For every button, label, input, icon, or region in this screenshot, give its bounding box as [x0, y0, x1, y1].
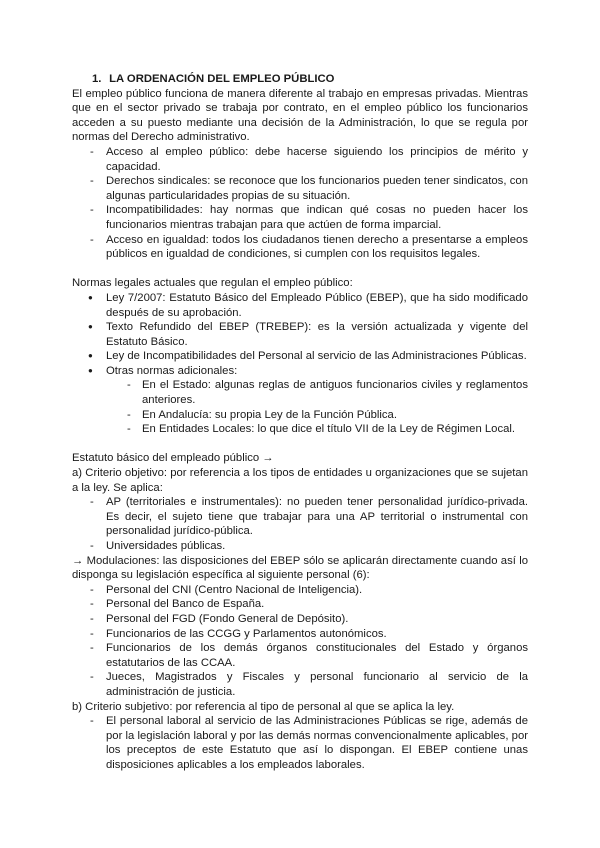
heading-number: 1. [92, 73, 102, 85]
normas-title: Normas legales actuales que regulan el empleo público: [72, 277, 353, 290]
intro-paragraph: El empleo público funciona de manera diferente al trabajo en empresas privadas. Mientras que en el sector privado se trabaja por contrato, en el empleo público los funcionarios acceden a su puesto mediante una decisión de la Administración, lo que se regula por normas del Derecho administrativo. [72, 87, 528, 144]
list-item: - Acceso al empleo público: debe hacerse siguiendo los principios de mérito y capacidad. [72, 145, 528, 174]
estatuto-title: Estatuto básico del empleado público → [72, 452, 274, 465]
list-item: - Jueces, Magistrados y Fiscales y personal funcionario al servicio de la administración de justicia. [72, 670, 528, 699]
criterio-b-list [72, 714, 528, 772]
list-item: - En el Estado: algunas reglas de antiguos funcionarios civiles y reglamentos anteriores. [72, 378, 528, 407]
list-item: ● Ley 7/2007: Estatuto Básico del Empleado Público (EBEP), que ha sido modificado después de su aprobación. [72, 291, 528, 320]
normas-list [72, 291, 528, 379]
list-item: - Acceso en igualdad: todos los ciudadanos tienen derecho a presentarse a empleos públicos en igualdad de condiciones, si cumplen con los requisitos legales. [72, 233, 528, 262]
normas-sub-list [72, 378, 528, 436]
criterio-subjetivo: b) Criterio subjetivo: por referencia al tipo de personal al que se aplica la ley. [72, 700, 455, 713]
list-item: - AP (territoriales e instrumentales): no pueden tener personalidad jurídico-privada. Es decir, el sujeto tiene que trabajar para una AP territorial o instrumental con personalidad jurídico-pública. [72, 495, 528, 539]
list-item: - Derechos sindicales: se reconoce que los funcionarios pueden tener sindicatos, con algunas particularidades propias de su situación. [72, 174, 528, 203]
section-heading [92, 72, 528, 87]
list-item: ● Texto Refundido del EBEP (TREBEP): es la versión actualizada y vigente del Estatuto Básico. [72, 320, 528, 349]
criterio-a-list [72, 495, 528, 553]
list-item: - Funcionarios de los demás órganos constitucionales del Estado y órganos estatutarios de las CCAA. [72, 641, 528, 670]
list-item: - Personal del Banco de España. [72, 597, 528, 612]
list-item: - En Andalucía: su propia Ley de la Función Pública. [72, 408, 528, 423]
list-item: - Funcionarios de las CCGG y Parlamentos autonómicos. [72, 627, 528, 642]
list-item: - Incompatibilidades: hay normas que indican qué cosas no pueden hacer los funcionarios mientras trabajan para que actúen de forma imparcial. [72, 203, 528, 232]
list-item: - Personal del CNI (Centro Nacional de Inteligencia). [72, 583, 528, 598]
list-item: - En Entidades Locales: lo que dice el título VII de la Ley de Régimen Local. [72, 422, 528, 437]
list-item: - Universidades públicas. [72, 539, 528, 554]
list-item: ● Otras normas adicionales: [72, 364, 528, 379]
intro-list [72, 145, 528, 262]
modulaciones-list [72, 583, 528, 700]
modulaciones-paragraph: → Modulaciones: las disposiciones del EBEP sólo se aplicarán directamente cuando así lo disponga su legislación específica al siguiente personal (6): [72, 554, 528, 582]
list-item: ● Ley de Incompatibilidades del Personal al servicio de las Administraciones Públicas. [72, 349, 528, 364]
criterio-objetivo: a) Criterio objetivo: por referencia a los tipos de entidades u organizaciones que se sujetan a la ley. Se aplica: [72, 467, 528, 494]
list-item: - El personal laboral al servicio de las Administraciones Públicas se rige, además de por la legislación laboral y por las demás normas convencionalmente aplicables, por los preceptos de este Estatuto que así lo dispongan. El EBEP contiene unas disposiciones aplicables a los empleados laborales. [72, 714, 528, 772]
heading-title: LA ORDENACIÓN DEL EMPLEO PÚBLICO [109, 73, 335, 85]
list-item: - Personal del FGD (Fondo General de Depósito). [72, 612, 528, 627]
